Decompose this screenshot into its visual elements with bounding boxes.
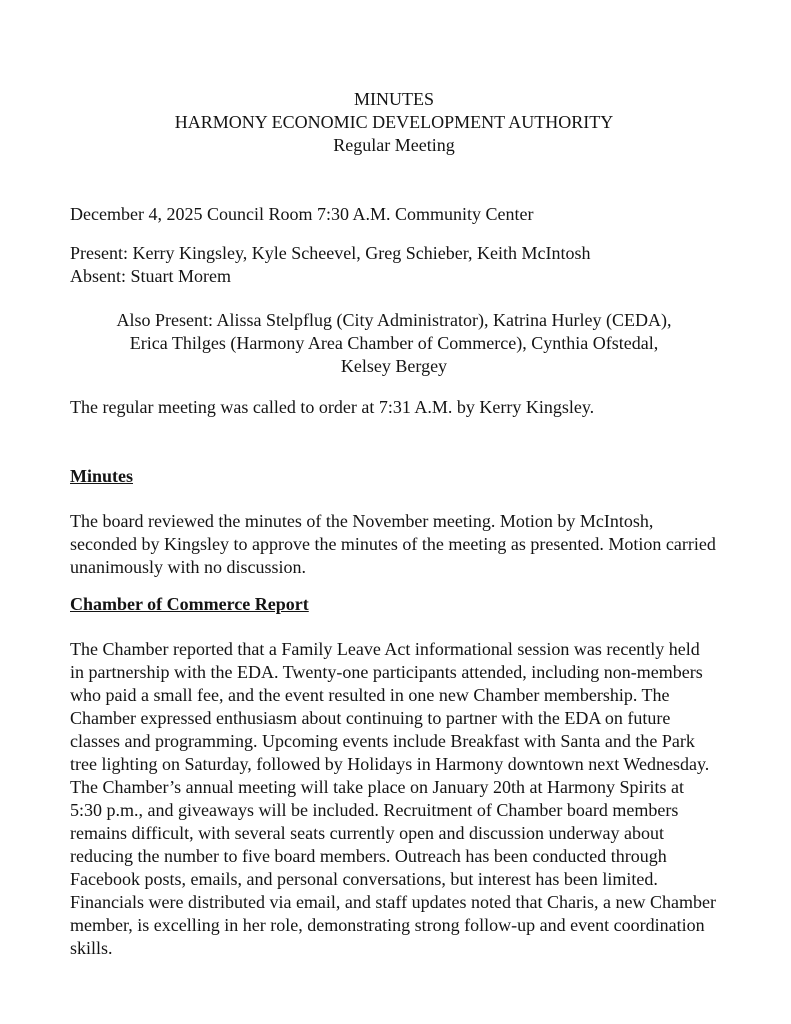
title-line-authority: HARMONY ECONOMIC DEVELOPMENT AUTHORITY — [174, 112, 614, 132]
section-heading-chamber-report: Chamber of Commerce Report — [70, 594, 309, 614]
section-body-minutes: The board reviewed the minutes of the November meeting. Motion by McIntosh, seconded by Kingsley to approve the minutes of the meeting as presented. Motion carried unanimously with no discussion. — [70, 511, 716, 577]
meeting-date-line: December 4, 2025 Council Room 7:30 A.M. Community Center — [70, 204, 534, 224]
title-line-meeting-type: Regular Meeting — [333, 135, 455, 155]
section-body-chamber-report: The Chamber reported that a Family Leave Act informational session was recently held in partnership with the EDA. Twenty-one participants attended, including non-members who paid a small fee, and the event resulted in one new Chamber membership. The Chamber expressed enthusiasm about continuing to partner with the EDA on future classes and programming. Upcoming events include Breakfast with Santa and the Park tree lighting on Saturday, followed by Holidays in Harmony downtown next Wednesday. The Chamber’s annual meeting will take place on January 20th at Harmony Spirits at 5:30 p.m., and giveaways will be included. Recruitment of Chamber board members remains difficult, with several seats currently open and discussion underway about reducing the number to five board members. Outreach has been conducted through Facebook posts, emails, and personal conversations, but interest has been limited. Financials were distributed via email, and staff updates noted that Charis, a new Chamber member, is excelling in her role, demonstrating strong follow-up and event coordination skills. — [70, 639, 716, 958]
call-to-order-line: The regular meeting was called to order at 7:31 A.M. by Kerry Kingsley. — [70, 397, 595, 417]
document-content — [70, 88, 718, 960]
present-line: Present: Kerry Kingsley, Kyle Scheevel, Greg Schieber, Keith McIntosh — [70, 243, 591, 263]
section-heading-minutes: Minutes — [70, 466, 133, 486]
absent-line: Absent: Stuart Morem — [70, 266, 231, 286]
also-present-block: Also Present: Alissa Stelpflug (City Administrator), Katrina Hurley (CEDA), Erica Thilges (Harmony Area Chamber of Commerce), Cynthia Ofstedal, Kelsey Bergey — [116, 310, 672, 376]
document-title-block — [70, 88, 718, 157]
title-line-minutes: MINUTES — [354, 89, 434, 109]
